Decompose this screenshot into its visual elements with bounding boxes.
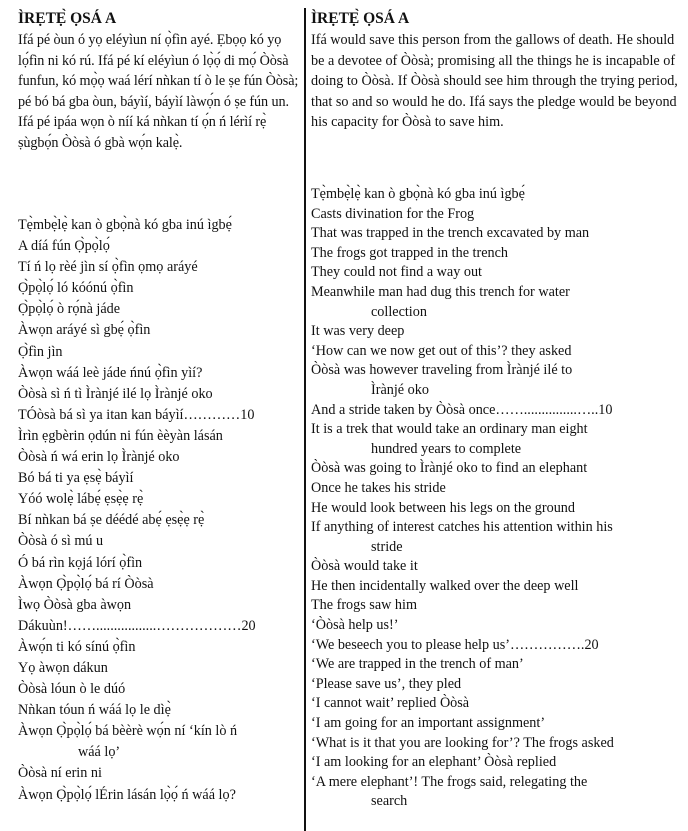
verse-line: Òòsà was however traveling from Ìrànjé ilé to bbox=[311, 362, 573, 379]
verse-line: Meanwhile man had dug this trench for water bbox=[311, 283, 570, 300]
verse-line: That was trapped in the trench excavated by man bbox=[311, 225, 590, 242]
verse-line: search bbox=[371, 793, 408, 810]
verse-line: It was very deep bbox=[311, 323, 405, 340]
verse-line: Tẹ̀mbẹ̀lẹ̀ kan ò gbọ̀nà kó gba inú ìgbẹ́ bbox=[18, 217, 232, 233]
verse-line: Òòsà was going to Ìrànjé oko to find an elephant bbox=[311, 460, 588, 477]
verse-line: Ó bá rìn kọjá lórí ọ̀fìn bbox=[18, 554, 143, 571]
verse-line: Ọ̀fìn jìn bbox=[18, 343, 63, 360]
verse-line: Ìrìn ẹgbèrin ọdún ni fún èèyàn lásán bbox=[18, 427, 223, 444]
yoruba-column-title: ÌRẸTẸ̀ ỌSÁ A bbox=[18, 10, 117, 27]
verse-line: They could not find a way out bbox=[311, 264, 482, 281]
english-verse-block bbox=[311, 185, 614, 812]
verse-line: TÓòsà bá sì ya itan kan báyìí…………10 bbox=[18, 406, 255, 423]
yoruba-verse-block bbox=[18, 215, 256, 806]
verse-line: Òòsà would take it bbox=[311, 558, 418, 575]
verse-line: ‘We beseech you to please help us’…………….20 bbox=[311, 636, 599, 653]
verse-line: He then incidentally walked over the deep well bbox=[311, 577, 579, 594]
verse-line: ‘I am going for an important assignment’ bbox=[311, 715, 546, 732]
yoruba-intro-paragraph: Ifá pé òun ó yọ eléyìun ní ọ̀fìn ayé. Ẹbọọ kó yọ lọ́fìn ni kó rú. Ifá pé kí eléyìun ó lọ̀ọ́ di mọ́ Òòsà funfun, kó mọ̀ọ waá lérí nǹkan tí ò le ṣe fún Òòsà; pé bó bá gba òun, báyìí, báyìí làwọ́n ó ṣe fún un. Ifá pé ipáa wọn ò níí ká nǹkan tí ọ́n ń lérìí rẹ̀ ṣùgbọ́n Òòsà ó gbà wọ́n kalẹ̀. bbox=[18, 32, 299, 151]
verse-line: ‘How can we now get out of this’? they asked bbox=[311, 342, 572, 359]
verse-line: Casts divination for the Frog bbox=[311, 205, 475, 222]
verse-line: collection bbox=[371, 303, 427, 320]
verse-line: Dákuùn!…….................………………20 bbox=[18, 617, 256, 634]
verse-line: And a stride taken by Òòsà once……...............…..10 bbox=[311, 401, 613, 418]
verse-line: ‘What is it that you are looking for’? The frogs asked bbox=[311, 734, 614, 751]
verse-line: Àwọn Ọ̀pọ̀lọ́ bá bèèrè wọ́n ní ‘kín lò ń bbox=[18, 723, 238, 740]
verse-line: Òòsà lóun ò le dúó bbox=[18, 681, 126, 698]
column-divider bbox=[304, 8, 306, 831]
verse-line: Bí nǹkan bá ṣe déédé abẹ́ ẹsẹ̀ẹ rẹ̀ bbox=[18, 512, 205, 529]
verse-line: stride bbox=[371, 538, 403, 555]
verse-line: Àwọn wáá leè jáde ńnú ọ̀fìn yìí? bbox=[18, 364, 203, 381]
verse-line: It is a trek that would take an ordinary man eight bbox=[311, 421, 588, 438]
verse-line: hundred years to complete bbox=[371, 440, 522, 457]
verse-line: ‘Òòsà help us!’ bbox=[311, 617, 399, 634]
verse-line: The frogs got trapped in the trench bbox=[311, 244, 508, 261]
verse-line: Yóó wolẹ̀ lábẹ́ ẹsẹ̀ẹ rẹ̀ bbox=[18, 491, 144, 508]
verse-line: Àwọn Ọ̀pọ̀lọ́ bá rí Òòsà bbox=[18, 575, 154, 592]
verse-line: ‘Please save us’, they pled bbox=[311, 675, 462, 692]
verse-line: Once he takes his stride bbox=[311, 479, 446, 496]
verse-line: Àwọn aráyé sì gbẹ́ ọ̀fìn bbox=[18, 322, 151, 339]
verse-line: Ìwọ Òòsà gba àwọn bbox=[18, 596, 132, 613]
english-column-title: ÌRẸTẸ̀ ỌSÁ A bbox=[311, 10, 410, 27]
verse-line: A díá fún Ọ̀pọ̀lọ́ bbox=[18, 238, 110, 255]
verse-line: Òòsà ń wá erin lọ Ìrànjé oko bbox=[18, 449, 180, 466]
verse-line: Tẹ̀mbẹ̀lẹ̀ kan ò gbọ̀nà kó gba inú ìgbẹ́ bbox=[311, 186, 525, 202]
verse-line: Bó bá ti ya ẹsẹ̀ báyìí bbox=[18, 470, 134, 487]
verse-line: Òòsà ó sì mú u bbox=[18, 533, 104, 550]
verse-line: ‘I am looking for an elephant’ Òòsà replied bbox=[311, 754, 557, 771]
verse-line: If anything of interest catches his attention within his bbox=[311, 519, 613, 536]
verse-line: Yọ àwọn dákun bbox=[18, 659, 108, 676]
yoruba-column bbox=[18, 10, 300, 803]
verse-line: Ọ̀pọ̀lọ́ ló kóónú ọ̀fìn bbox=[18, 280, 134, 297]
verse-line: Ìrànjé oko bbox=[371, 381, 429, 398]
verse-line: Àwọ́n ti kó sínú ọ̀fìn bbox=[18, 638, 136, 655]
english-intro-paragraph: Ifá would save this person from the gallows of death. He should be a devotee of Òòsà; promising all the things he is incapable of doing to Òòsà. If Òòsà should see him through the trying period, that so and so would he do. Ifá says the pledge would be beyond his capacity for Òòsà to save him. bbox=[311, 32, 678, 130]
verse-line: wáá lọ’ bbox=[78, 744, 121, 761]
english-column bbox=[311, 10, 683, 810]
verse-line: The frogs saw him bbox=[311, 597, 417, 614]
verse-line: ‘We are trapped in the trench of man’ bbox=[311, 656, 524, 673]
verse-line: Òòsà ní erin ni bbox=[18, 765, 102, 782]
verse-line: ‘I cannot wait’ replied Òòsà bbox=[311, 695, 470, 712]
verse-line: Òòsà sì ń tì Ìrànjé ilé lọ Ìrànjé oko bbox=[18, 385, 213, 402]
verse-line: Nǹkan tóun ń wáá lọ le dìẹ̀ bbox=[18, 702, 171, 719]
verse-line: Tí ń lọ rèé jìn sí ọ̀fìn ọmọ aráyé bbox=[18, 259, 198, 276]
verse-line: ‘A mere elephant’! The frogs said, relegating the bbox=[311, 773, 588, 790]
verse-line: Àwọn Ọ̀pọ̀lọ́ lÉrin lásán lọ̀ọ́ ń wáá lọ? bbox=[18, 786, 236, 803]
verse-line: Ọ̀pọ̀lọ́ ò rọ́nà jáde bbox=[18, 301, 121, 318]
verse-line: He would look between his legs on the ground bbox=[311, 499, 575, 516]
